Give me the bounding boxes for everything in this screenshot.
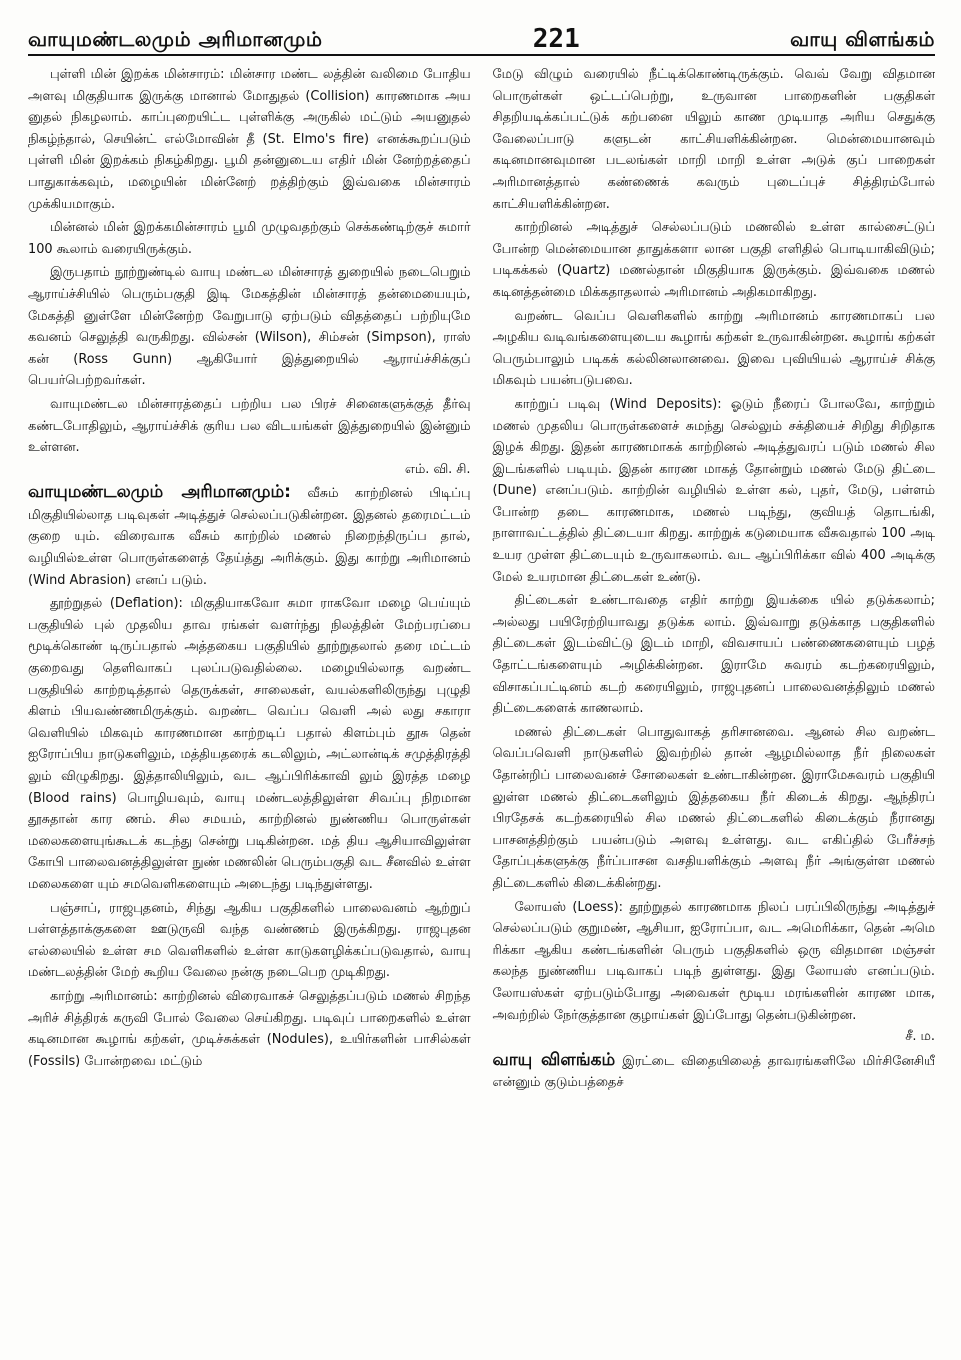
left-column xyxy=(28,64,471,1096)
paragraph: காற்றினல் அடித்துச் செல்லப்படும் மணலில் உள்ள கால்சைட்டுப் போன்ற மென்மையான தாதுக்களா லான பகுதி எளிதில் பொடியாகிவிடும்; படிகக்கல் (Quartz) மணல்தான் மிகுதியாக இருக்கும். இவ்வகை மணல் கடினத்தன்மை மிக்கதாதலால் அரிமானம் அதிகமாகிறது. xyxy=(492,220,935,300)
right-column xyxy=(493,64,936,1096)
page-number: 221 xyxy=(532,24,580,54)
header-left-title: வாயுமண்டலமும் அரிமானமும் xyxy=(28,27,323,51)
paragraph xyxy=(28,394,471,480)
paragraph: பஞ்சாப், ராஜபுதனம், சிந்து ஆகிய பகுதிகளில் பாலைவனம் ஆற்றுப் பள்ளத்தாக்குகளை ஊடுருவி வந்த வண்ணம் இருக்கிறது. ராஜபுதன எல்லையில் உள்ள சம வெளிகளில் உள்ள காடுகளழிக்கப்படுவதால், வாயு மண்டலத்தின் மேற் கூறிய வேலை நன்கு நடைபெற முடிகிறது. xyxy=(28,900,471,981)
paragraph: திட்டைகள் உண்டாவதை எதிர் காற்று இயக்கை யில் தடுக்கலாம்; அல்லது பயிரேற்றியாவது தடுக்க லாம். இவ்வாறு தடுக்காத பகுதிகளில் திட்டைகள் இடம்விட்டு இடம் மாறி, விவசாயப் பண்ணைகளையும் பழத் தோட்டங்களையும் அழிக்கின்றன. இராமே சுவரம் கடற்கரையிலும், விசாகப்பட்டினம் கடற் கரையிலும், ராஜபுதனப் பாலைவனத்திலும் மணல் திட்டைகளைக் காணலாம். xyxy=(492,593,935,717)
term-heading: தூற்றுதல் (Deflation): xyxy=(50,596,183,612)
header-right-title: வாயு விளங்கம் xyxy=(790,27,935,51)
paragraph xyxy=(493,394,936,588)
paragraph-text: ஓடும் நீரைப் போலவே, காற்றும் மணல் முதலிய பொருள்களைச் சுமந்து செல்லும் சக்தியைச் சிறிது சிறிதாக இழக் கிறது. இதன் காரணமாகக் காற்றினல் அடித்துவரப் படும் மணல் சில இடங்களில் படியும். இதன் காரண மாகத் தோன்றும் மணல் மேடு திட்டை (Dune) எனப்படும். காற்றின் வழியில் உள்ள கல், புதர், மேடு, பள்ளம் போன்ற தடை காரணமாக, மணல் படிந்து, குவியத் தொடங்கி, நாளாவட்டத்தில் திட்டையா கிறது. காற்றுக் கடுமையாக வீசுவதால் 100 அடி உயர முள்ள திட்டையும் உருவாகலாம். வட ஆப்பிரிக்கா வில் 400 அடிக்கு மேல் உயரமான திட்டைகள் உண்டு. xyxy=(492,396,935,585)
paragraph: வறண்ட வெப்ப வெளிகளில் காற்று அரிமானம் காரணமாகப் பல அழகிய வடிவங்களையுடைய கூழாங் கற்கள் உருவாகின்றன. கூழாங் கற்கள் பெரும்பாலும் படிகக் கல்லினலானவை. இவை புவியியல் ஆராய்ச் சிக்கு மிகவும் பயன்படுபவை. xyxy=(492,308,935,389)
paragraph: மணல் திட்டைகள் பொதுவாகத் தரிசானவை. ஆனல் சில வறண்ட வெப்பவெளி நாடுகளில் இவற்றில் தான் ஆழமில்லாத நீர் நிலைகள் தோன்றிப் பாலைவனச் சோலைகள் உண்டாகின்றன. இராமேசுவரம் பகுதியி லுள்ள மணல் திட்டைகளிலும் இத்தகைய நீர் கிடைக் கிறது. ஆந்திரப் பிரதேசக் கடற்கரையில் சில மணல் திட்டைகளில் கிடைக்கும் நீரானது பாசனத்திற்கும் பயன்படும் அளவு உள்ளது. வட எகிப்தில் பேரீச்சந் தோப்புக்களுக்கு நீர்ப்பாசன வசதியளிக்கும் அளவு நீர் அங்குள்ள மணல் திட்டைகளில் கிடைக்கின்றது. xyxy=(492,724,935,891)
paragraph-text: தூற்றுதல் காரணமாக நிலப் பரப்பிலிருந்து அடித்துச் செல்லப்படும் குறுமண், ஆசியா, ஐரோப்பா, வட அமெரிக்கா, தென் அமெ ரிக்கா ஆகிய கண்டங்களின் பெரும் பகுதிகளில் ஒரு விதமான மஞ்சள் கலந்த நுண்ணிய படிவாகப் படிந் துள்ளது. இது லோயஸ் எனப்படும். லோயஸ்கள் ஏற்படும்போது அவைகள் மூடிய மரங்களின் காரண மாக, அவற்றில் நேர்குத்தான குழாய்கள் இப்போது தென்படுகின்றன. xyxy=(492,899,935,1023)
page-header xyxy=(28,10,935,56)
term-heading: லோயஸ் (Loess): xyxy=(514,899,623,915)
paragraph: இருபதாம் நூற்றுண்டில் வாயு மண்டல மின்சாரத் துறையில் நடைபெறும் ஆராய்ச்சியில் பெரும்பகுதி இடி மேகத்தின் மின்சாரத் தன்மையையும், மேகத்தி னுள்ளே மின்னேற்ற வேறுபாடு ஏற்படும் விதத்தைப் பற்றியுமே கவனம் செலுத்தி வருகிறது. வில்சன் (Wilson), சிம்சன் (Simpson), ராஸ் கன் (Ross Gunn) ஆகியோர் இத்துறையில் ஆராய்ச்சிக்குப் பெயர்பெற்றவர்கள். xyxy=(28,265,471,389)
author-initials: சீ. ம. xyxy=(905,1029,935,1045)
term-heading: காற்றுப் படிவு (Wind Deposits): xyxy=(514,396,722,412)
section-title: வாயுமண்டலமும் அரிமானமும்: xyxy=(28,482,291,503)
paragraph-text: இரட்டை விதையிலைத் தாவரங்களிலே மிர்சினேசியீ என்னும் குடும்பத்தைச் xyxy=(492,1053,935,1091)
paragraph-text: வாயுமண்டல மின்சாரத்தைப் பற்றிய பல பிரச் சினைகளுக்குத் தீர்வு கண்டபோதிலும், ஆராய்ச்சிக் குரிய பல விடயங்கள் இத்துறையில் இன்னும் உள்ளன. xyxy=(28,396,471,456)
paragraph xyxy=(28,593,471,895)
paragraph: புள்ளி மின் இறக்க மின்சாரம்: மின்சார மண்ட லத்தின் வலிமை போதிய அளவு மிகுதியாக இருக்கு மானால் மோதுதல் (Collision) காரணமாக அய னுதல் நிகழலாம். காப்புறையிட்ட புள்ளிக்கு அருகில் மட்டும் அயனுதல் நிகழ்ந்தால், செயின்ட் எல்மோவின் தீ (St. Elmo's fire) எனக்கூறப்படும் புள்ளி மின் இறக்கம் நிகழ்கிறது. பூமி தன்னுடைய எதிர் மின் னேற்றத்தைப் பாதுகாக்கவும், மழையின் மின்னேற் றத்திற்கும் இவ்வகை மின்சாரம் முக்கியமாகும். xyxy=(28,67,471,212)
paragraph-text: மிகுதியாகவோ சுமா ராகவோ மழை பெய்யும் பகுதியில் புல் முதலிய தாவ ரங்கள் வளர்ந்து நிலத்தின் மேற்பரப்பை மூடிக்கொண் டிருப்பதால் அத்தகைய பகுதியில் தூற்றுதலால் தரை மட்டம் குறைவது தெளிவாகப் புலப்படுவதில்லை. மழையில்லாத வறண்ட பகுதியில் காற்றடித்தால் தெருக்கள், சாலைகள், வயல்களிலிருந்து புழுதி கிளம் பியவண்ணமிருக்கும். வறண்ட வெப்ப வெளி அல் லது சகாரா வெளியில் மிகவும் காரணமான காற்றடிப் பதால் கிளம்பும் தூசு தென் ஐரோப்பிய நாடுகளிலும், மத்தியதரைக் கடலிலும், அட்லான்டிக் சமுத்திரத்தி லும் விழுகிறது. இத்தாலியிலும், வட ஆப்பிரிக்காவி லும் இரத்த மழை (Blood rains) பொழியவும், வாயு மண்டலத்திலுள்ள சிவப்பு நிறமான தூசுதான் கார ணம். சில சமயம், காற்றினல் நுண்ணிய பொருள்கள் மலைகளையுங்கூடக் கடந்து சென்று படிகின்றன. மத் திய ஆசியாவிலுள்ள கோபி பாலைவனத்திலுள்ள நுண் மணலின் பெரும்பகுதி வட சீனவில் உள்ள மலைகளை யும் சமவெளிகளையும் அடைந்து படிந்துள்ளது. xyxy=(28,596,471,892)
section-paragraph xyxy=(28,482,471,591)
paragraph: மேடு விழும் வரையில் நீட்டிக்கொண்டிருக்கும். வெவ் வேறு விதமான பொருள்கள் ஒட்டப்பெற்று, உருவான பாறைகளின் பகுதிகள் சிதறியடிக்கப்பட்டுக் கற்பனை யிலும் காண முடியாத அரிய செதுக்கு வேலைப்பாடு களுடன் காட்சியளிக்கின்றன. மென்மையானவும் கடினமானவுமான படலங்கள் மாறி மாறி உள்ள அடுக் குப் பாறைகள் அரிமானத்தால் கண்ணைக் கவரும் புடைப்புச் சித்திரம்போல் காட்சியளிக்கின்றன. xyxy=(492,67,935,212)
paragraph-text: வீசும் காற்றினல் பிடிப்பு மிகுதியில்லாத படிவுகள் அடித்துச் செல்லப்படுகின்றன. இதனல் தரைமட்டம் குறை யும். விரைவாக வீசும் காற்றில் மணல் நிறைந்திருப்ப தால், வழியில்உள்ள பொருள்களைத் தேய்த்து அரிக்கும். இது காற்று அரிமானம் (Wind Abrasion) எனப் படும். xyxy=(28,486,471,588)
paragraph: காற்று அரிமானம்: காற்றினல் விரைவாகச் செலுத்தப்படும் மணல் சிறந்த அரிச் சித்திரக் கருவி போல் வேலை செய்கிறது. படிவுப் பாறைகளில் உள்ள கடினமான கூழாங் கற்கள், முடிச்சுக்கள் (Nodules), உயிர்களின் பாசில்கள் (Fossils) போன்றவை மட்டும் xyxy=(28,988,471,1069)
text-columns xyxy=(28,64,935,1096)
author-initials: எம். வி. சி. xyxy=(404,461,471,477)
section-title: வாயு விளங்கம் xyxy=(492,1049,616,1070)
paragraph xyxy=(493,897,936,1048)
section-paragraph xyxy=(493,1050,936,1094)
paragraph: மின்னல் மின் இறக்கமின்சாரம் பூமி முழுவதற்கும் செக்கண்டிற்குச் சுமார் 100 கூலாம் வரையிருக்கும். xyxy=(28,220,471,257)
